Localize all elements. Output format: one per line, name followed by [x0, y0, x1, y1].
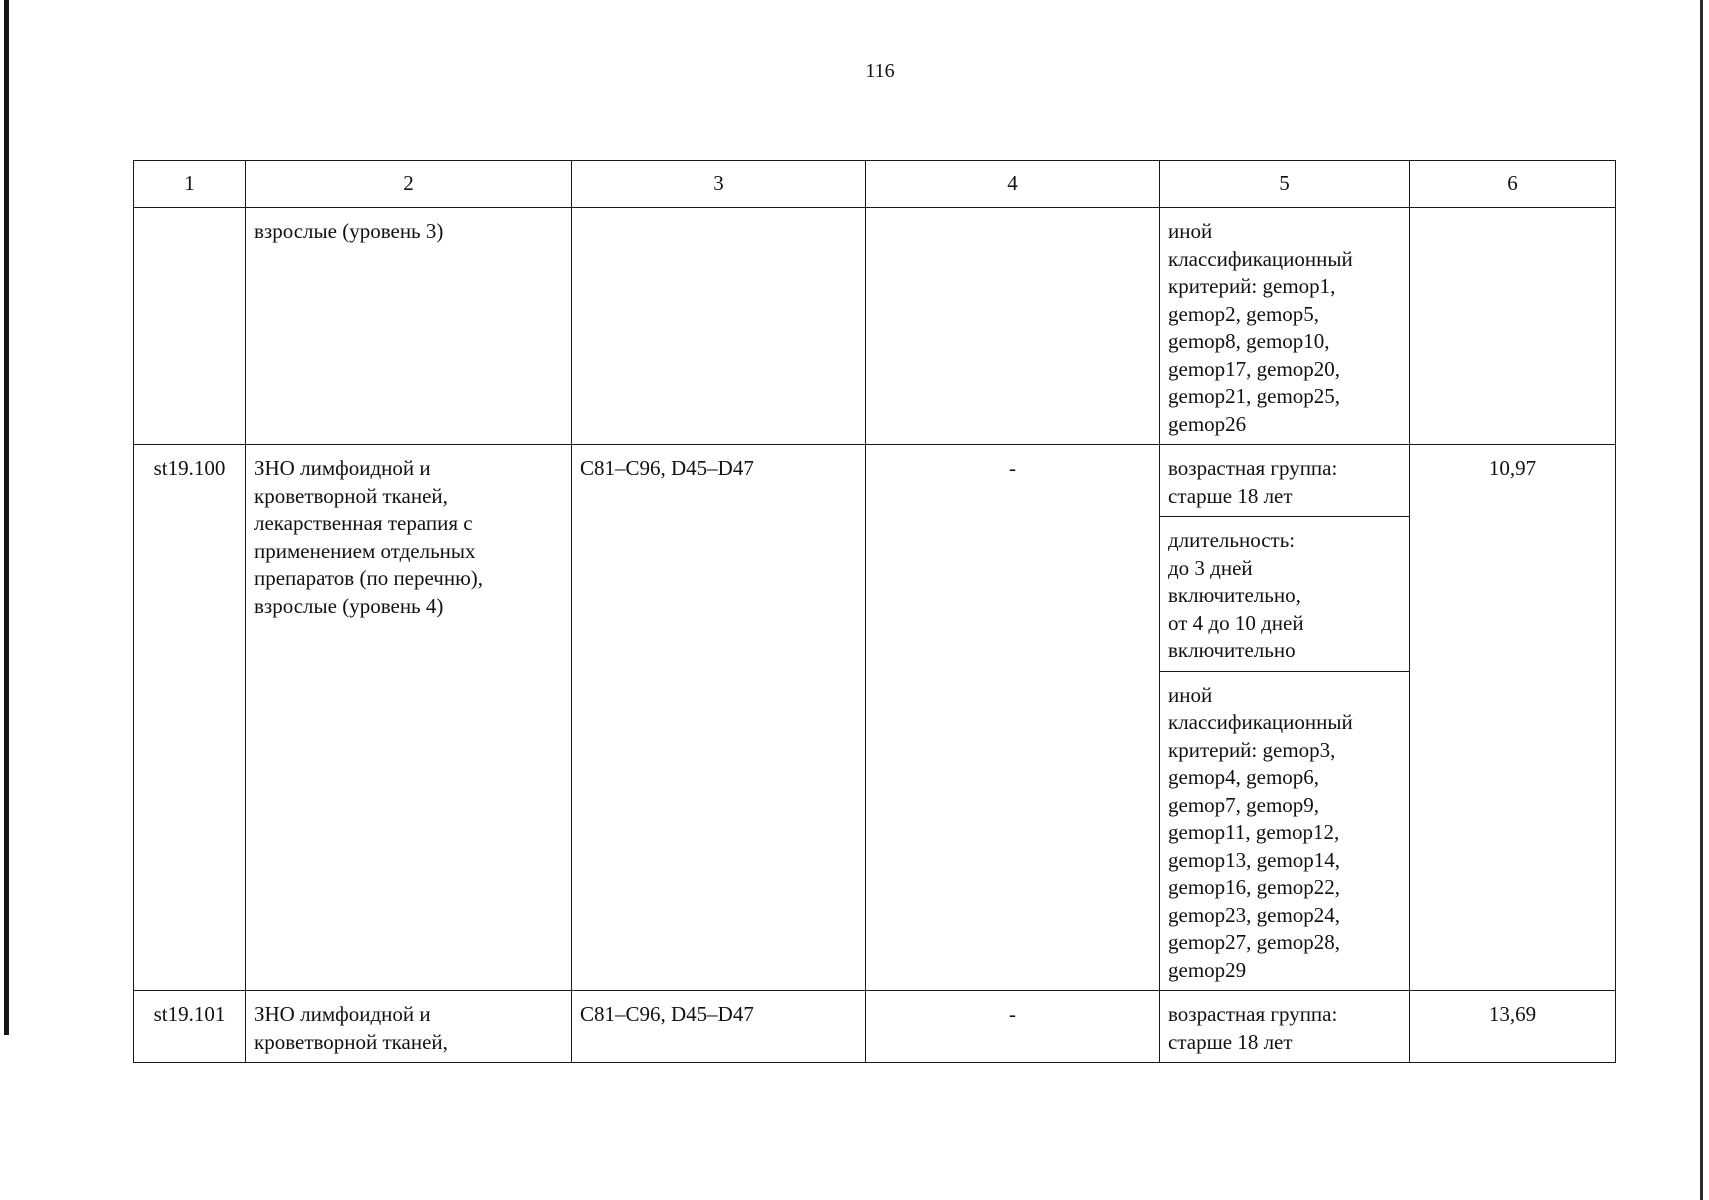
criteria-cell: длительность: до 3 дней включительно, от 4 до 10 дней включительно	[1160, 517, 1410, 672]
icd-codes-cell	[572, 208, 866, 445]
kpg-name-cell: взрослые (уровень 3)	[246, 208, 572, 445]
coefficient-cell: 10,97	[1410, 445, 1616, 991]
criteria-cell: возрастная группа: старше 18 лет	[1160, 991, 1410, 1063]
service-code-cell	[866, 208, 1160, 445]
icd-codes-cell: C81–C96, D45–D47	[572, 445, 866, 991]
column-header: 6	[1410, 161, 1616, 208]
criteria-cell: возрастная группа: старше 18 лет	[1160, 445, 1410, 517]
column-header: 5	[1160, 161, 1410, 208]
table-row	[134, 991, 1616, 1063]
criteria-cell: иной классификационный критерий: gemop1, gemop2, gemop5, gemop8, gemop10, gemop17, gemop20, gemop21, gemop25, gemop26	[1160, 208, 1410, 445]
service-code-cell: -	[866, 445, 1160, 991]
icd-codes-cell: C81–C96, D45–D47	[572, 991, 866, 1063]
column-header: 1	[134, 161, 246, 208]
kpg-name-cell: ЗНО лимфоидной и кроветворной тканей, лекарственная терапия с применением отдельных препаратов (по перечню), взрослые (уровень 4)	[246, 445, 572, 991]
kpg-code-cell: st19.101	[134, 991, 246, 1063]
table-row	[134, 445, 1616, 517]
coefficient-cell	[1410, 208, 1616, 445]
coefficient-cell: 13,69	[1410, 991, 1616, 1063]
criteria-cell: иной классификационный критерий: gemop3, gemop4, gemop6, gemop7, gemop9, gemop11, gemop12, gemop13, gemop14, gemop16, gemop22, gemop23, gemop24, gemop27, gemop28, gemop29	[1160, 671, 1410, 991]
table-header-row	[134, 161, 1616, 208]
tariff-table	[133, 160, 1616, 1063]
kpg-code-cell	[134, 208, 246, 445]
column-header: 2	[246, 161, 572, 208]
page-number: 116	[865, 60, 895, 82]
column-header: 4	[866, 161, 1160, 208]
table-row	[134, 208, 1616, 445]
kpg-name-cell: ЗНО лимфоидной и кроветворной тканей,	[246, 991, 572, 1063]
kpg-code-cell: st19.100	[134, 445, 246, 991]
page-edge-left	[4, 0, 9, 1035]
page-edge-right	[1700, 0, 1703, 1200]
service-code-cell: -	[866, 991, 1160, 1063]
column-header: 3	[572, 161, 866, 208]
